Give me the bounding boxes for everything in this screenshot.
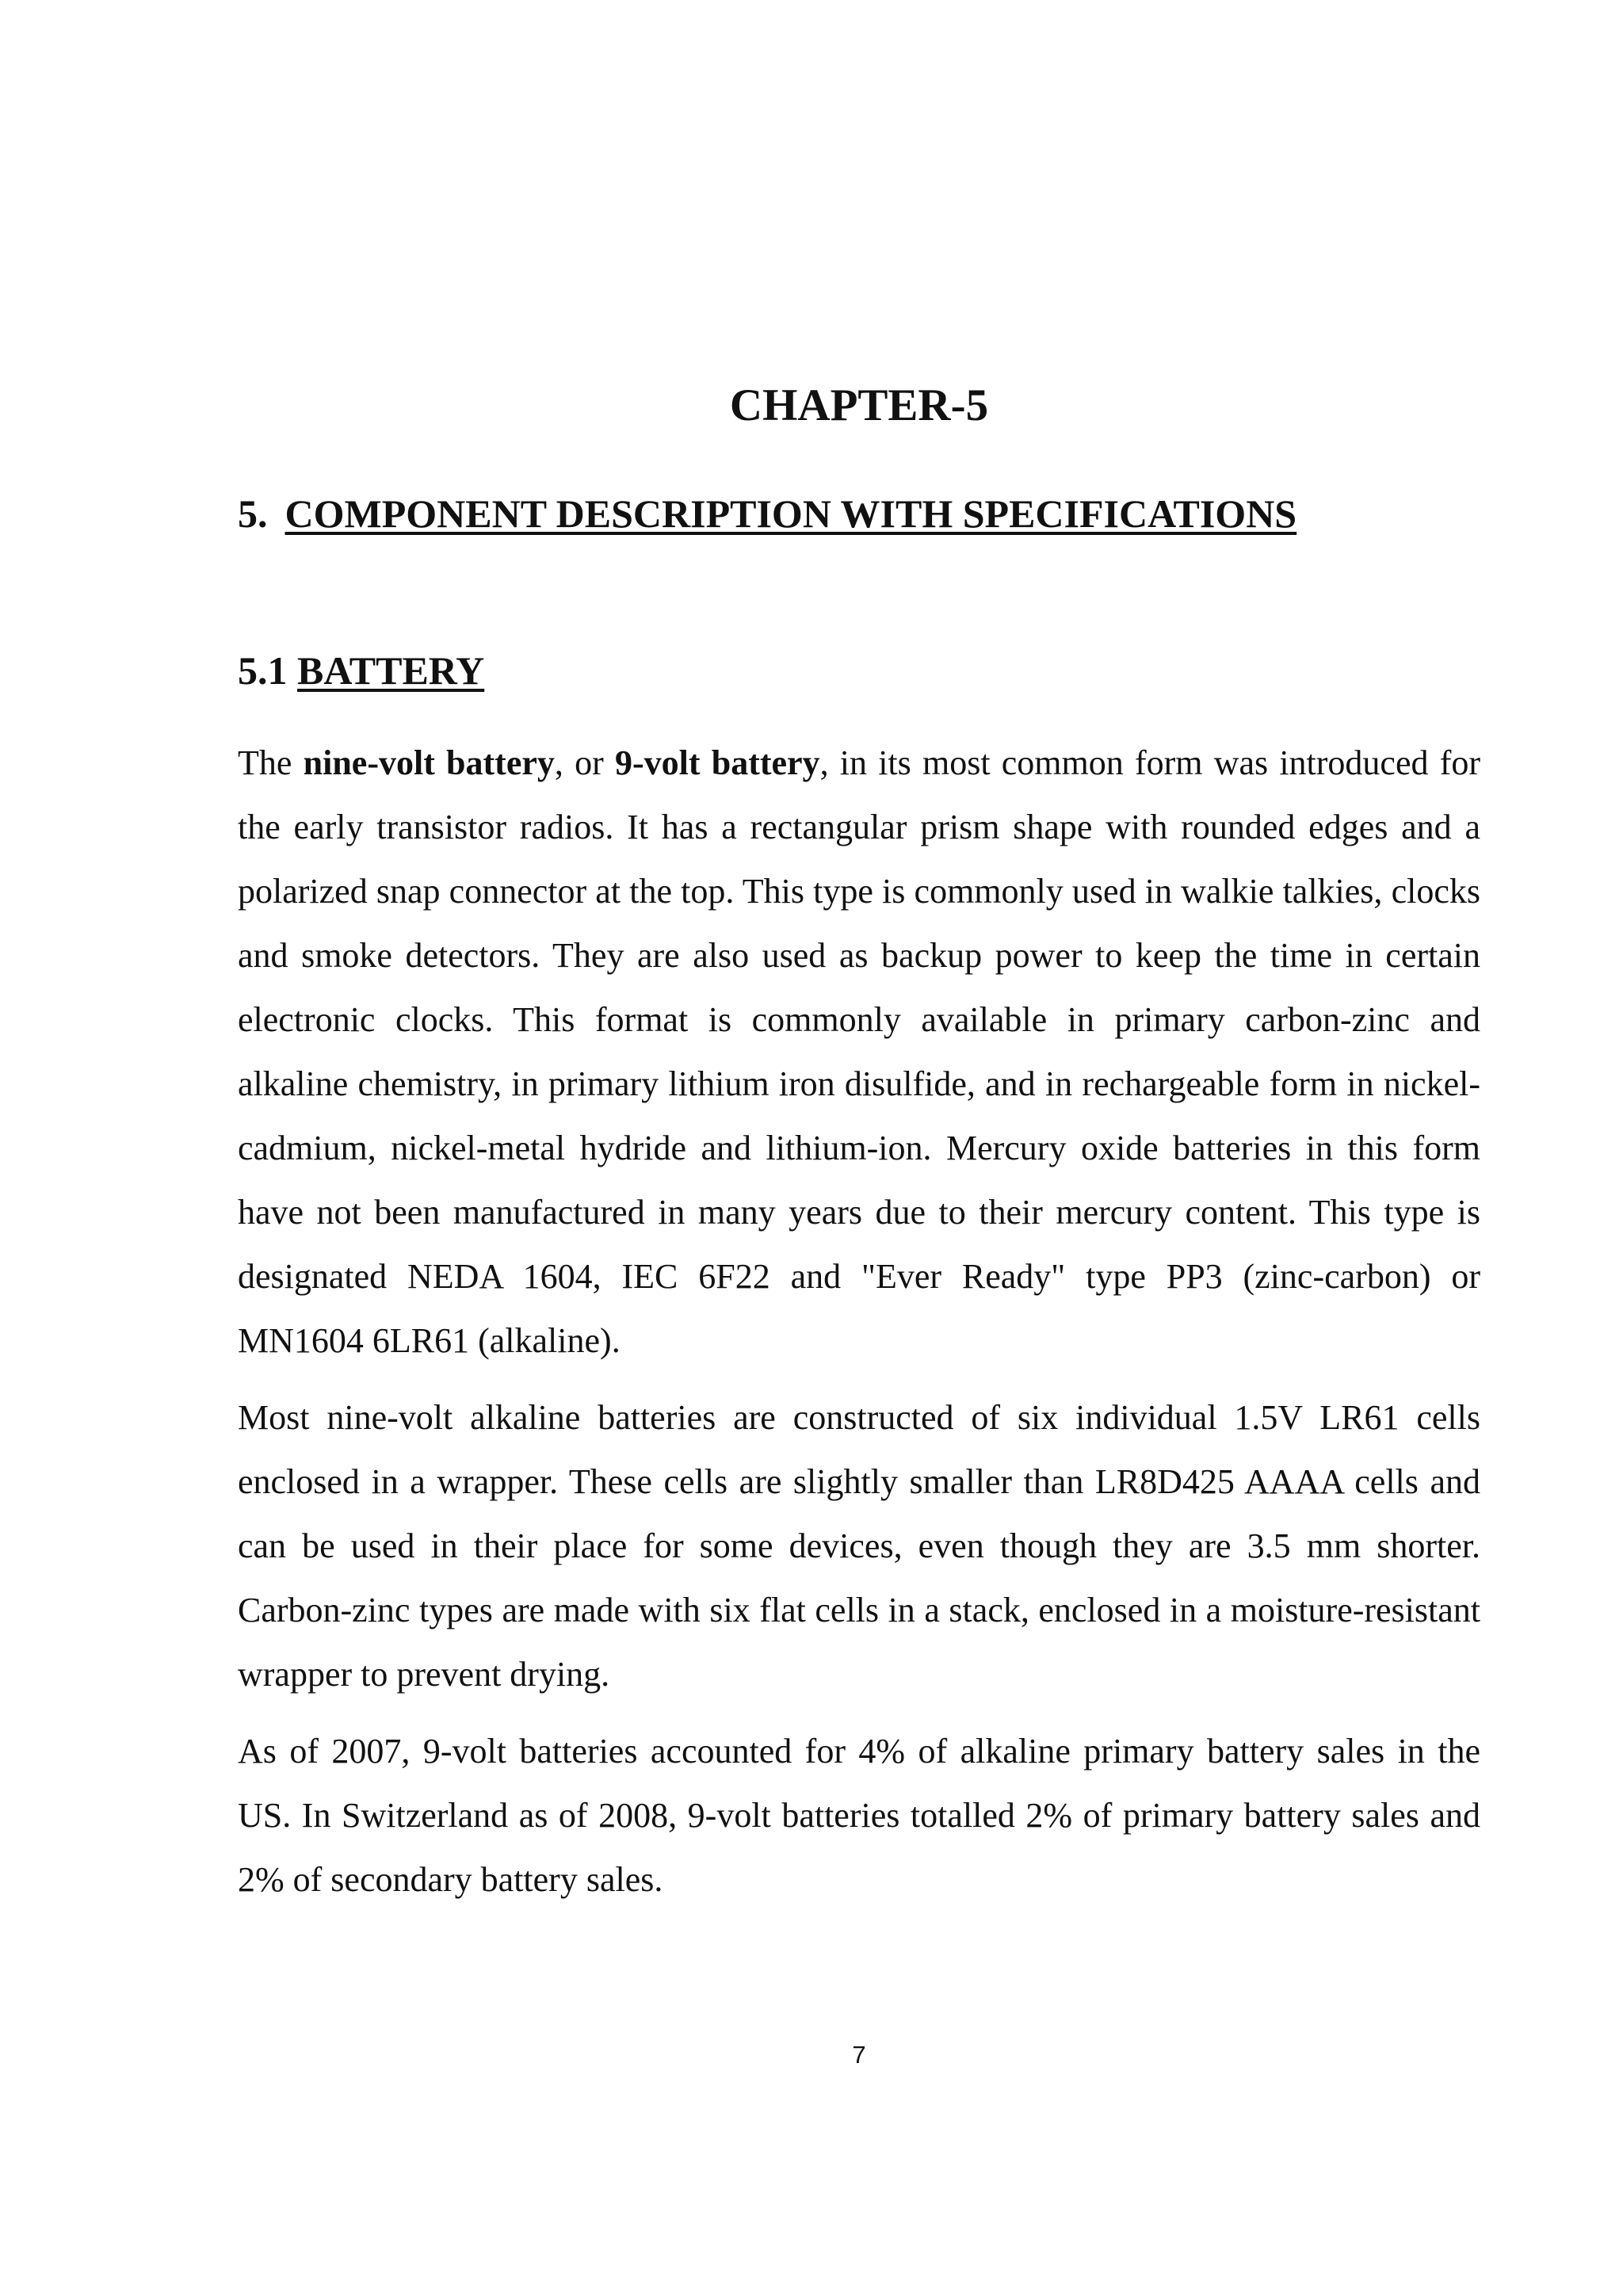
paragraph-1 [238, 731, 1480, 1373]
chapter-title: CHAPTER-5 [729, 380, 989, 430]
paragraph-1-text-c: , in its most common form was introduced for the early transistor radios. It has a rectangular prism shape with rounded edges and a polarized snap connector at the top. This type is commonly used in walkie talkies, clocks and smoke detectors. They are also used as backup power to keep the time in certain electronic clocks. This format is commonly available in primary carbon-zinc and alkaline chemistry, in primary lithium iron disulfide, and in rechargeable form in nickel-cadmium, nickel-metal hydride and lithium-ion. Mercury oxide batteries in this form have not been manufactured in many years due to their mercury content. This type is designated NEDA 1604, IEC 6F22 and "Ever Ready" type PP3 (zinc-carbon) or MN1604 6LR61 (alkaline). [238, 743, 1481, 1360]
term-9-volt-battery: 9-volt battery [614, 743, 820, 782]
paragraph-1-text-a: The [238, 743, 304, 782]
body-text [238, 731, 1480, 1924]
paragraph-2: Most nine-volt alkaline batteries are constructed of six individual 1.5V LR61 cells enclosed in a wrapper. These cells are slightly smaller than LR8D425 AAAA cells and can be used in their place for some devices, even though they are 3.5 mm shorter. Carbon-zinc types are made with six flat cells in a stack, enclosed in a moisture-resistant wrapper to prevent drying. [238, 1398, 1480, 1694]
page-number: 7 [852, 2041, 866, 2069]
paragraph-1-text-b: , or [554, 743, 615, 782]
subsection-title: BATTERY [297, 648, 485, 693]
subsection-heading [238, 647, 484, 694]
paragraph-3: As of 2007, 9-volt batteries accounted for 4% of alkaline primary battery sales in the US. In Switzerland as of 2008, 9-volt batteries totalled 2% of primary battery sales and 2% of secondary battery sales. [238, 1732, 1480, 1899]
term-nine-volt-battery: nine-volt battery [303, 743, 555, 782]
section-heading [238, 490, 1296, 537]
section-number: 5. [238, 491, 268, 536]
subsection-number: 5.1 [238, 648, 288, 693]
section-title: COMPONENT DESCRIPTION WITH SPECIFICATIONS [285, 491, 1297, 536]
